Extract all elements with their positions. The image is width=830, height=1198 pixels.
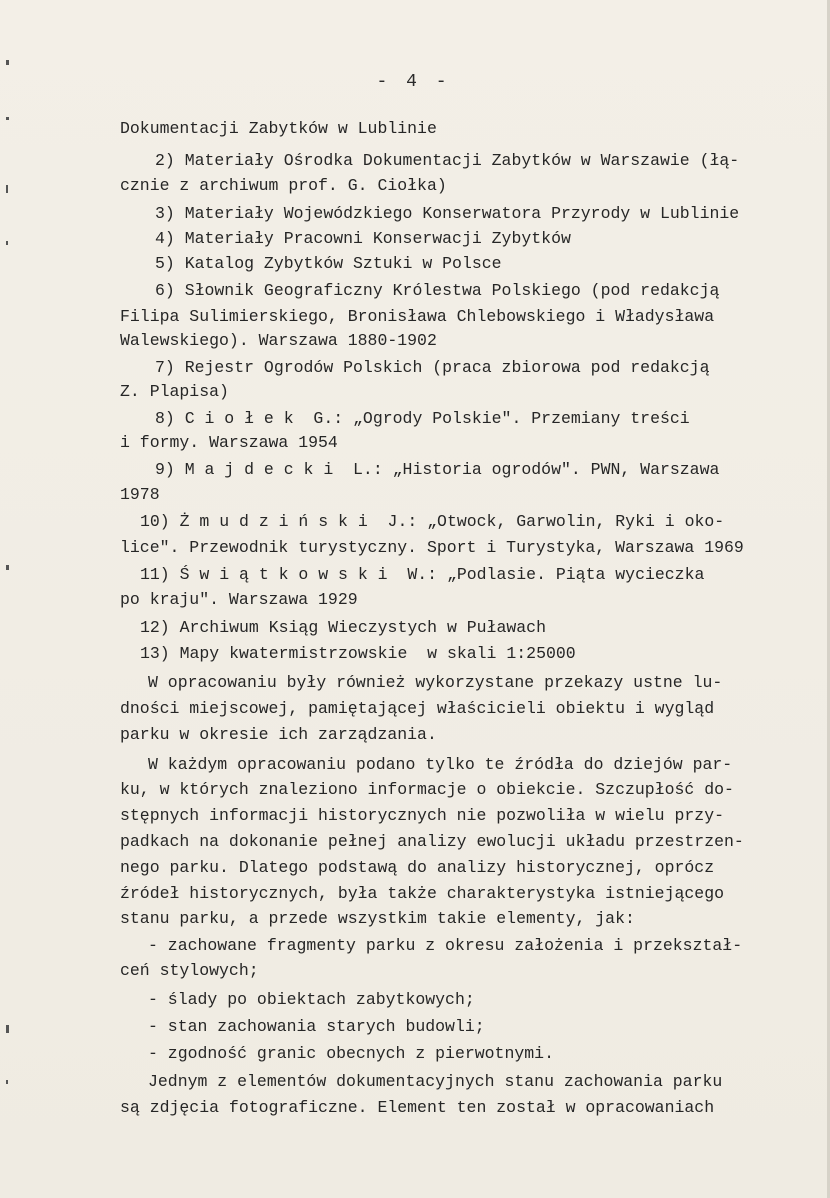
text-line: cznie z archiwum prof. G. Ciołka) bbox=[120, 176, 447, 195]
text-line: nego parku. Dlatego podstawą do analizy historycznej, oprócz bbox=[120, 858, 715, 877]
text-line: Walewskiego). Warszawa 1880-1902 bbox=[120, 331, 437, 350]
margin-mark bbox=[6, 1080, 8, 1084]
text-line: źródeł historycznych, była także charakterystyka istniejącego bbox=[120, 884, 724, 903]
text-line: 5) Katalog Zybytków Sztuki w Polsce bbox=[155, 254, 502, 273]
text-line: Jednym z elementów dokumentacyjnych stanu zachowania parku bbox=[148, 1072, 723, 1091]
text-line: 11) Ś w i ą t k o w s k i W.: „Podlasie. Piąta wycieczka bbox=[140, 565, 705, 584]
text-line: W każdym opracowaniu podano tylko te źródła do dziejów par- bbox=[148, 755, 733, 774]
text-line: i formy. Warszawa 1954 bbox=[120, 433, 338, 452]
text-line: Z. Plapisa) bbox=[120, 382, 229, 401]
text-line: 1978 bbox=[120, 485, 160, 504]
text-line: stępnych informacji historycznych nie pozwoliła w wielu przy- bbox=[120, 806, 724, 825]
text-line: lice". Przewodnik turystyczny. Sport i Turystyka, Warszawa 1969 bbox=[120, 538, 744, 557]
text-line: Filipa Sulimierskiego, Bronisława Chlebowskiego i Władysława bbox=[120, 307, 715, 326]
text-line: 9) M a j d e c k i L.: „Historia ogrodów". PWN, Warszawa bbox=[155, 460, 720, 479]
text-line: parku w okresie ich zarządzania. bbox=[120, 725, 437, 744]
text-line: 6) Słownik Geograficzny Królestwa Polskiego (pod redakcją bbox=[155, 281, 720, 300]
text-line: ceń stylowych; bbox=[120, 961, 259, 980]
text-line: 4) Materiały Pracowni Konserwacji Zybytków bbox=[155, 229, 571, 248]
text-line: 3) Materiały Wojewódzkiego Konserwatora Przyrody w Lublinie bbox=[155, 204, 740, 223]
text-line: stanu parku, a przede wszystkim takie elementy, jak: bbox=[120, 909, 635, 928]
margin-mark bbox=[6, 565, 9, 570]
margin-mark bbox=[6, 60, 9, 65]
text-line: 8) C i o ł e k G.: „Ogrody Polskie". Przemiany treści bbox=[155, 409, 690, 428]
text-line: 2) Materiały Ośrodka Dokumentacji Zabytków w Warszawie (łą- bbox=[155, 151, 740, 170]
margin-mark bbox=[6, 185, 8, 193]
margin-mark bbox=[6, 117, 9, 120]
text-line: padkach na dokonanie pełnej analizy ewolucji układu przestrzen- bbox=[120, 832, 744, 851]
text-line: 7) Rejestr Ogrodów Polskich (praca zbiorowa pod redakcją bbox=[155, 358, 710, 377]
text-line: 13) Mapy kwatermistrzowskie w skali 1:25000 bbox=[140, 644, 576, 663]
text-line: dności miejscowej, pamiętającej właścicieli obiektu i wygląd bbox=[120, 699, 715, 718]
text-line: 12) Archiwum Ksiąg Wieczystych w Puławach bbox=[140, 618, 546, 637]
text-line: W opracowaniu były również wykorzystane przekazy ustne lu- bbox=[148, 673, 723, 692]
text-line: ku, w których znaleziono informacje o obiekcie. Szczupłość do- bbox=[120, 780, 734, 799]
text-line: po kraju". Warszawa 1929 bbox=[120, 590, 358, 609]
text-line: są zdjęcia fotograficzne. Element ten został w opracowaniach bbox=[120, 1098, 715, 1117]
text-line: Dokumentacji Zabytków w Lublinie bbox=[120, 119, 437, 138]
text-line: - stan zachowania starych budowli; bbox=[148, 1017, 485, 1036]
text-line: - zachowane fragmenty parku z okresu założenia i przekształ- bbox=[148, 936, 743, 955]
margin-mark bbox=[6, 1025, 9, 1033]
text-line: - zgodność granic obecnych z pierwotnymi. bbox=[148, 1044, 554, 1063]
margin-mark bbox=[6, 241, 8, 245]
page-number: - 4 - bbox=[376, 72, 451, 92]
text-line: - ślady po obiektach zabytkowych; bbox=[148, 990, 475, 1009]
text-line: 10) Ż m u d z i ń s k i J.: „Otwock, Garwolin, Ryki i oko- bbox=[140, 512, 725, 531]
